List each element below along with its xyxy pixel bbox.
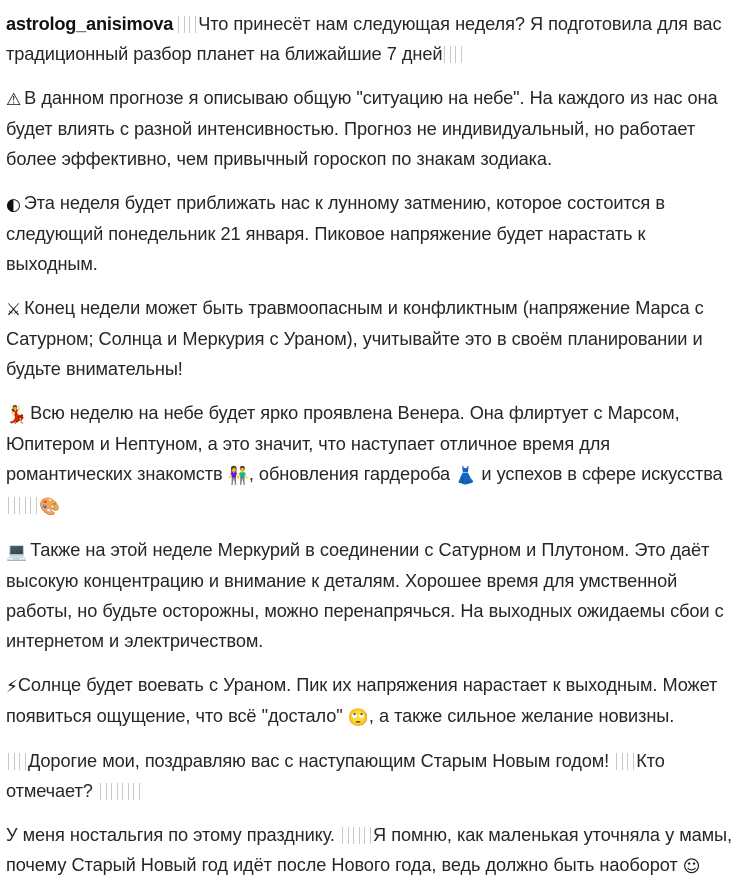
caption-paragraph-greeting: [6, 746, 733, 806]
missing-glyph-group: [176, 9, 198, 39]
missing-glyph-box: [19, 753, 26, 770]
missing-glyph-box: [455, 46, 462, 63]
caption-paragraph-nostalgia: [6, 820, 733, 881]
missing-glyph-group: [98, 776, 142, 806]
missing-glyph-box: [100, 783, 107, 800]
caption-text-mercury: Также на этой неделе Меркурий в соединении с Сатурном и Плутоном. Это даёт высокую концентрацию и внимание к деталям. Хорошее время для умственной работы, но будьте осторожны, можно перенапрячься. На выходных ожидаемы сбои с интернетом и электричеством.: [6, 540, 724, 651]
warning-sign-icon: ⚠: [6, 90, 22, 110]
missing-glyph-group: [6, 746, 28, 776]
missing-glyph-box: [627, 753, 634, 770]
caption-paragraph-intro: [6, 9, 733, 69]
couple-icon: 👫: [227, 466, 249, 486]
missing-glyph-box: [189, 16, 196, 33]
caption-text-venus-a: Всю неделю на небе будет ярко проявлена Венера. Она флиртует с Марсом, Юпитером и Нептуном, а это значит, что наступает отличное время для романтических знакомств: [6, 403, 680, 484]
laptop-icon: 💻: [6, 542, 28, 562]
caption-paragraph-lunar-eclipse: [6, 188, 733, 279]
caption-paragraph-mercury: [6, 535, 733, 656]
missing-glyph-box: [133, 783, 140, 800]
caption-text-nostalgia-a: У меня ностальгия по этому празднику.: [6, 825, 341, 845]
missing-glyph-box: [178, 16, 185, 33]
missing-glyph-box: [364, 827, 371, 844]
caption-paragraph-disclaimer: [6, 83, 733, 174]
missing-glyph-group: [6, 490, 39, 520]
caption-paragraph-venus: [6, 398, 733, 521]
dancer-icon: 💃: [6, 405, 28, 425]
missing-glyph-group: [614, 746, 636, 776]
caption-text-greeting-b: Кто отмечает?: [6, 751, 665, 801]
missing-glyph-box: [616, 753, 623, 770]
missing-glyph-box: [30, 497, 37, 514]
caption-text-nostalgia-b: Я помню, как маленькая уточняла у мамы, почему Старый Новый год идёт после Нового года, ведь должно быть наоборот: [6, 825, 732, 875]
caption-text-venus-b: , обновления гардероба: [248, 464, 456, 484]
high-voltage-icon: ⚡: [6, 677, 18, 697]
missing-glyph-box: [342, 827, 349, 844]
caption-text-sun-b: , а также сильное желание новизны.: [368, 706, 675, 726]
artist-palette-icon: 🎨: [39, 497, 61, 517]
caption-text-venus-c: и успехов в сфере искусства: [476, 464, 723, 484]
smiling-face-icon: ☺: [682, 857, 701, 877]
missing-glyph-box: [111, 783, 118, 800]
caption-paragraph-conflict-warning: [6, 293, 733, 384]
missing-glyph-box: [444, 46, 451, 63]
caption-paragraph-sun-uranus: [6, 670, 733, 732]
caption-text-sun-a: Солнце будет воевать с Ураном. Пик их напряжения нарастает к выходным. Может появиться ощущение, что всё "достало": [6, 675, 718, 726]
missing-glyph-box: [122, 783, 129, 800]
missing-glyph-group: [442, 39, 464, 69]
caption-text-greeting-a: Дорогие мои, поздравляю вас с наступающим Старым Новым годом!: [28, 751, 615, 771]
missing-glyph-box: [8, 753, 15, 770]
face-with-rolling-eyes-icon: 🙄: [347, 708, 369, 728]
caption-text-intro: Что принесёт нам следующая неделя? Я подготовила для вас традиционный разбор планет на ближайшие 7 дней: [6, 14, 722, 64]
caption-text-lunar-eclipse: Эта неделя будет приближать нас к лунному затмению, которое состоится в следующий понедельник 21 января. Пиковое напряжение будет нарастать к выходным.: [6, 193, 665, 274]
missing-glyph-box: [8, 497, 15, 514]
caption-text-conflict-warning: Конец недели может быть травмоопасным и конфликтным (напряжение Марса с Сатурном; Солнца и Меркурия с Ураном), учитывайте это в своём планировании и будьте внимательны!: [6, 298, 704, 379]
crossed-swords-icon: ⚔: [6, 300, 22, 320]
dress-icon: 👗: [455, 466, 477, 486]
caption-text-disclaimer: В данном прогнозе я описываю общую "ситуацию на небе". На каждого из нас она будет влиять с разной интенсивностью. Прогноз не индивидуальный, но работает более эффективно, чем привычный гороскоп по знакам зодиака.: [6, 88, 718, 169]
moon-phase-icon: ◐: [6, 195, 21, 215]
missing-glyph-box: [19, 497, 26, 514]
missing-glyph-group: [340, 820, 373, 850]
username-link[interactable]: astrolog_anisimova: [6, 14, 174, 34]
missing-glyph-box: [353, 827, 360, 844]
